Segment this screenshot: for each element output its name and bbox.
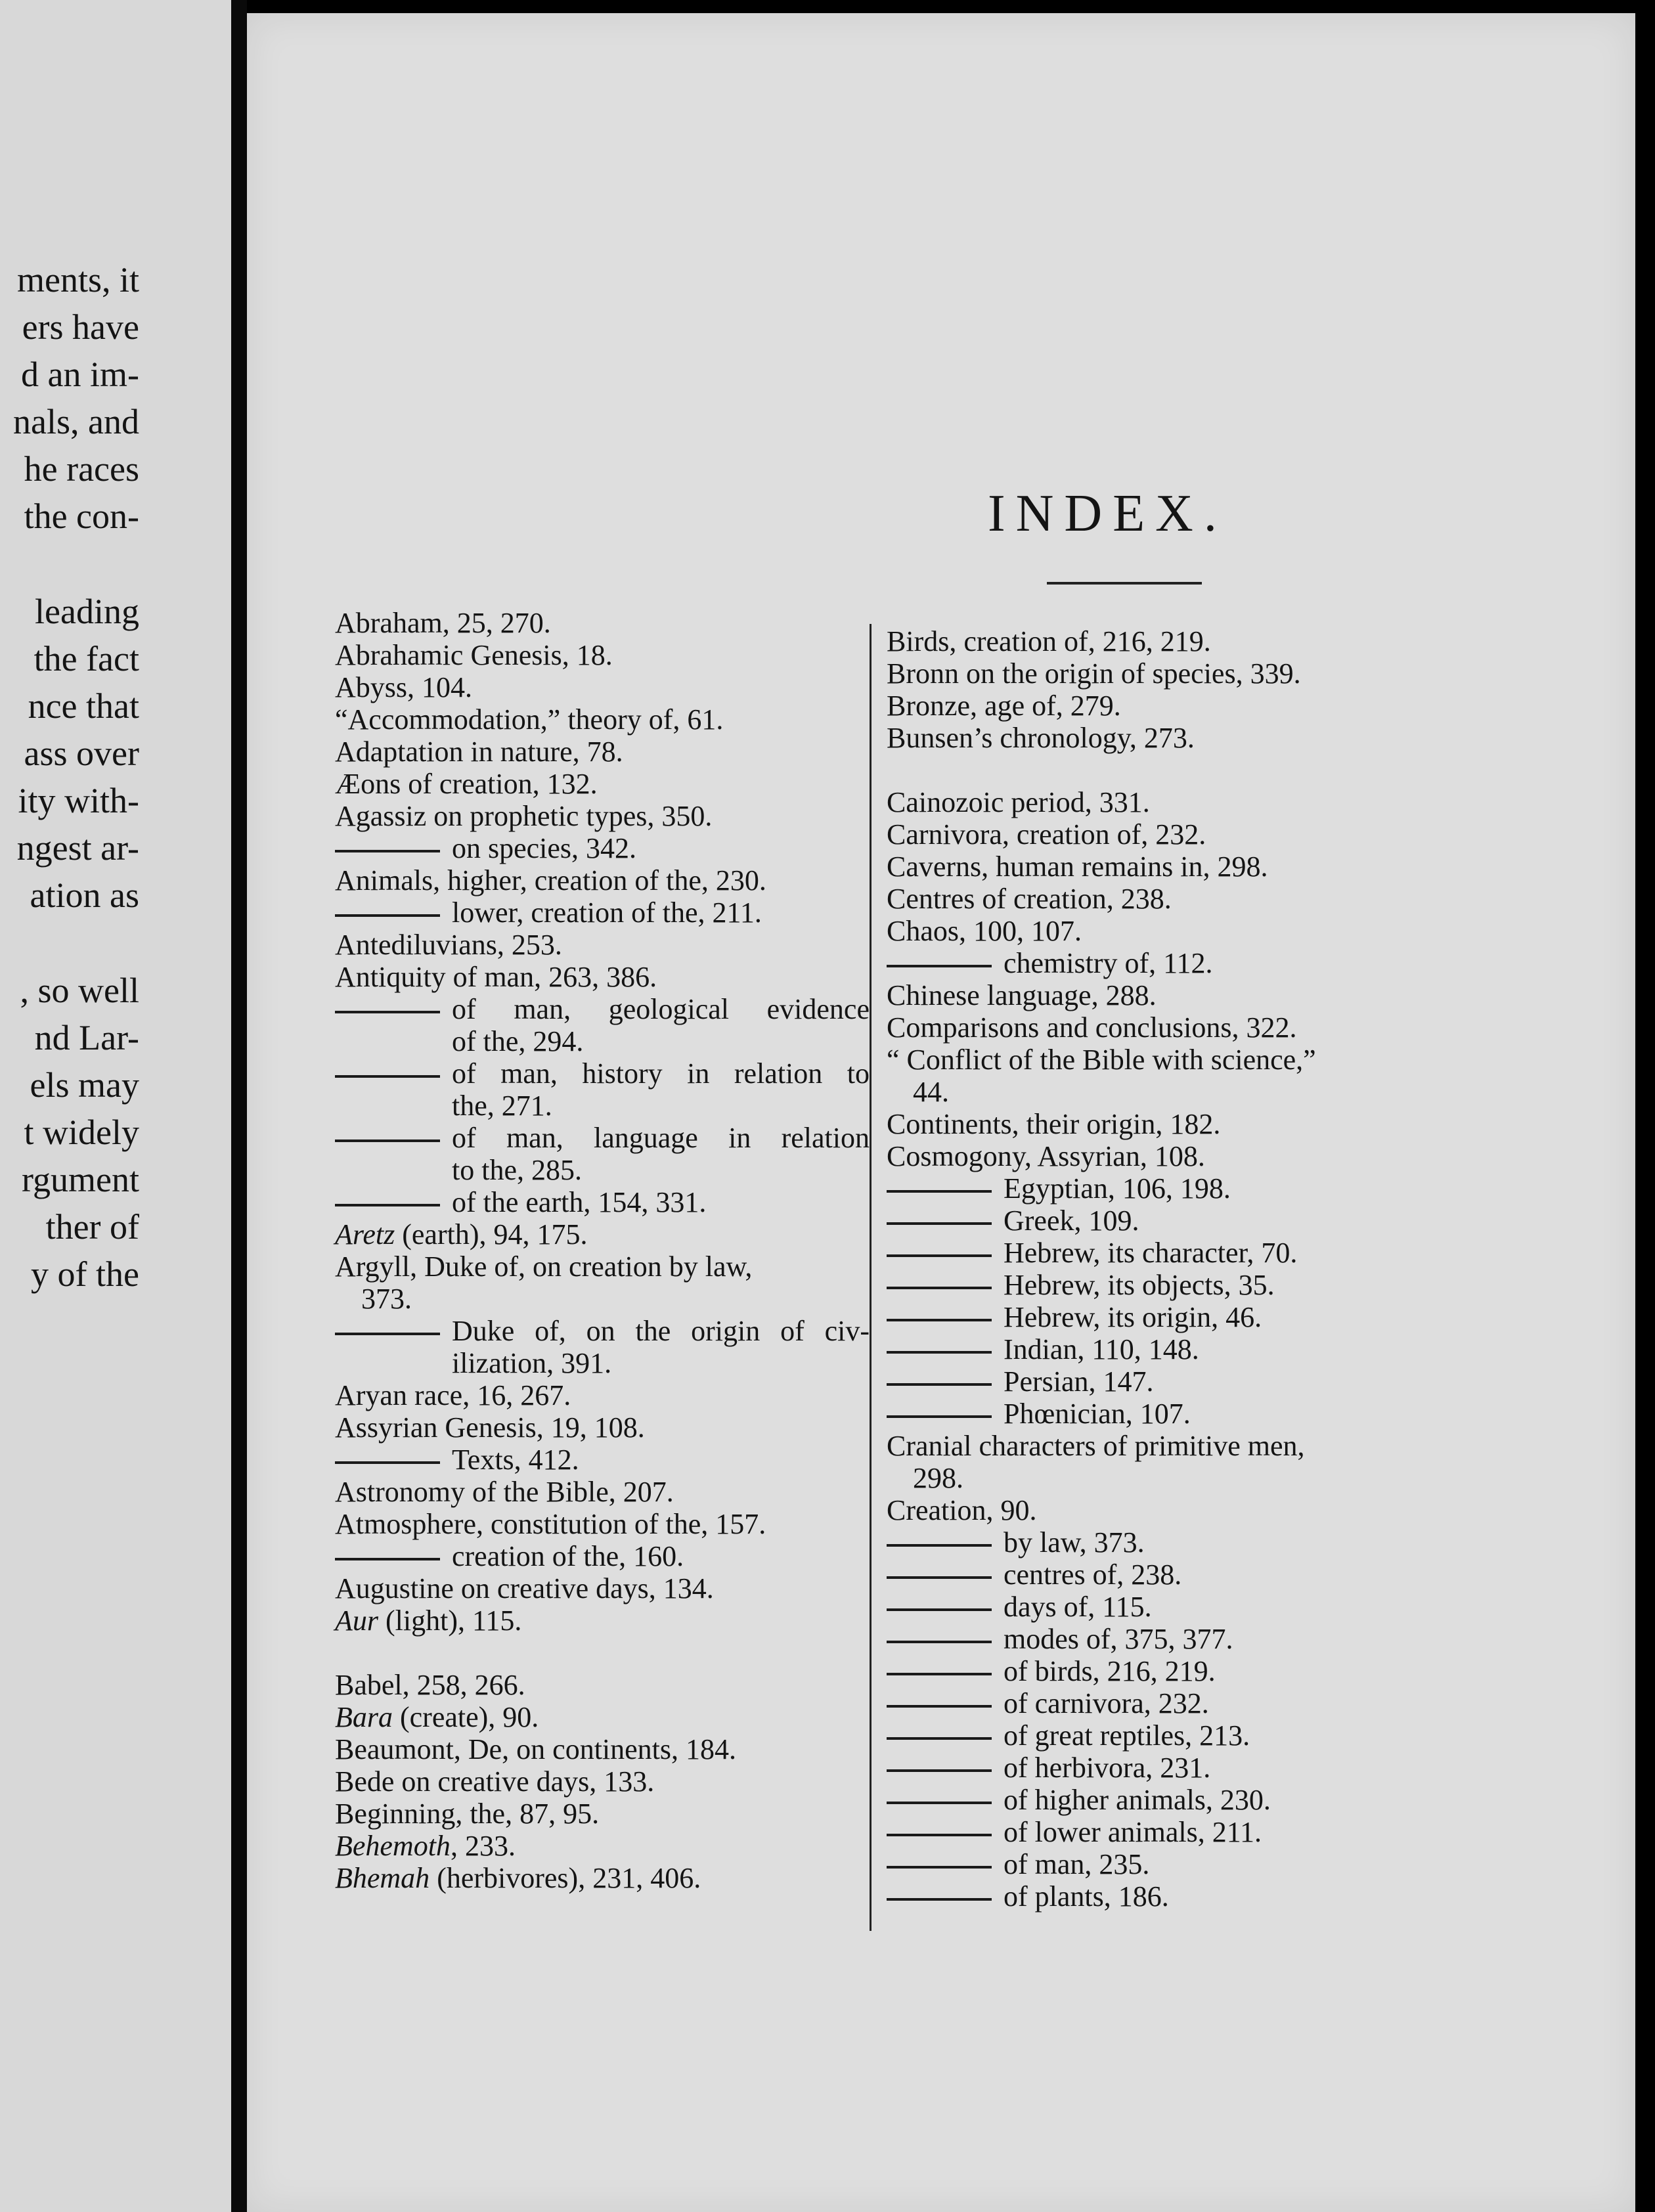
facing-page-line: the con- (24, 497, 139, 536)
entry-text: of lower animals, 211. (1004, 1816, 1262, 1848)
entry-text: Abrahamic Genesis, 18. (335, 639, 613, 671)
entry-text: Comparisons and conclusions, 322. (887, 1011, 1297, 1044)
ditto-dash (335, 850, 440, 852)
index-entry (887, 1430, 1412, 1462)
entry-term-italic: Behemoth (335, 1830, 451, 1862)
index-subentry (887, 1655, 1412, 1687)
entry-text: Cranial characters of primitive men, (887, 1430, 1305, 1462)
page-title: INDEX. (988, 485, 1227, 542)
entry-text: of birds, 216, 219. (1004, 1655, 1216, 1687)
entry-text: lower, creation of the, 211. (452, 896, 762, 929)
entry-text: “ Conflict of the Bible with science,” (887, 1044, 1316, 1076)
entry-text: Hebrew, its objects, 35. (1004, 1269, 1275, 1301)
index-entry (887, 1140, 1412, 1172)
index-entry (335, 1218, 860, 1250)
ditto-dash (887, 1319, 992, 1321)
index-subentry (335, 1444, 860, 1476)
entry-text: (light), 115. (378, 1604, 522, 1637)
entry-text: Bronn on the origin of species, 339. (887, 657, 1301, 690)
index-subentry (887, 1848, 1412, 1880)
entry-text: of man, history in relation to (452, 1057, 870, 1090)
index-subentry (887, 1816, 1412, 1848)
ditto-dash (335, 1461, 440, 1464)
ditto-dash (887, 1254, 992, 1257)
index-subentry (887, 1784, 1412, 1816)
index-subentry (887, 1237, 1412, 1269)
index-subentry (887, 1333, 1412, 1365)
ditto-dash (887, 1673, 992, 1675)
index-column-right (887, 625, 1412, 1913)
ditto-dash (887, 965, 992, 967)
ditto-dash (335, 1558, 440, 1560)
letter-section-gap (335, 1637, 860, 1669)
entry-continuation: of the, 294. (452, 1025, 584, 1057)
entry-text: of man, 235. (1004, 1848, 1150, 1880)
entry-continuation: 373. (361, 1283, 412, 1315)
ditto-dash (887, 1222, 992, 1225)
entry-text: (earth), 94, 175. (395, 1218, 588, 1250)
entry-text: Abraham, 25, 270. (335, 607, 551, 639)
entry-text: Beginning, the, 87, 95. (335, 1798, 600, 1830)
entry-text: Chaos, 100, 107. (887, 915, 1082, 947)
entry-text: Aryan race, 16, 267. (335, 1379, 571, 1411)
index-entry (887, 625, 1412, 657)
index-entry (335, 1508, 860, 1540)
entry-text: Bronze, age of, 279. (887, 690, 1121, 722)
index-entry (335, 671, 860, 703)
facing-page-line: d an im- (21, 355, 139, 394)
entry-text: Creation, 90. (887, 1494, 1037, 1526)
entry-text: “Accommodation,” theory of, 61. (335, 703, 724, 736)
index-entry (335, 1476, 860, 1508)
index-entry (335, 1411, 860, 1444)
index-entry (887, 1108, 1412, 1140)
ditto-dash (887, 1737, 992, 1740)
index-subentry (335, 1315, 870, 1347)
entry-text: Argyll, Duke of, on creation by law, (335, 1250, 753, 1283)
entry-term-italic: Aretz (335, 1218, 395, 1250)
index-subentry (335, 896, 860, 929)
index-subentry (335, 1122, 870, 1154)
facing-page-line: els may (30, 1065, 139, 1105)
entry-text: Augustine on creative days, 134. (335, 1572, 714, 1604)
facing-page-line: ass over (24, 734, 139, 773)
facing-page-line: nd Lar- (34, 1018, 139, 1057)
facing-page-line: ers have (22, 307, 139, 347)
entry-text: Greek, 109. (1004, 1205, 1139, 1237)
entry-text: , 233. (450, 1830, 516, 1862)
index-subentry (887, 1591, 1412, 1623)
entry-text: Adaptation in nature, 78. (335, 736, 623, 768)
letter-section-gap (887, 754, 1412, 786)
entry-text: Birds, creation of, 216, 219. (887, 625, 1211, 657)
entry-text: Beaumont, De, on continents, 184. (335, 1733, 737, 1765)
index-entry (887, 1494, 1412, 1526)
ditto-dash (887, 1802, 992, 1804)
index-entry (335, 929, 860, 961)
entry-text: Animals, higher, creation of the, 230. (335, 864, 766, 896)
index-entry (887, 690, 1412, 722)
entry-text: of herbivora, 231. (1004, 1752, 1211, 1784)
index-subentry (887, 1205, 1412, 1237)
entry-continuation: to the, 285. (452, 1154, 582, 1186)
facing-page-line: ngest ar- (16, 828, 139, 868)
entry-term-italic: Aur (335, 1604, 378, 1637)
entry-text: Bede on creative days, 133. (335, 1765, 655, 1798)
entry-text: Bunsen’s chronology, 273. (887, 722, 1195, 754)
facing-page-line: y of the (31, 1254, 139, 1294)
index-entry (335, 1798, 860, 1830)
ditto-dash (887, 1287, 992, 1289)
index-entry (887, 722, 1412, 754)
entry-text: Hebrew, its origin, 46. (1004, 1301, 1262, 1333)
ditto-dash (887, 1190, 992, 1193)
index-entry (335, 864, 860, 896)
index-entry (887, 657, 1412, 690)
index-entry (335, 1765, 860, 1798)
index-entry (335, 1733, 860, 1765)
index-entry (335, 961, 860, 993)
entry-text: of man, language in relation (452, 1122, 870, 1154)
entry-text: Æons of creation, 132. (335, 768, 598, 800)
index-subentry (887, 1526, 1412, 1559)
entry-text: Texts, 412. (452, 1444, 579, 1476)
entry-text: Cainozoic period, 331. (887, 786, 1150, 818)
facing-page-line: rgument (22, 1160, 139, 1199)
index-subentry (887, 1623, 1412, 1655)
entry-text: of higher animals, 230. (1004, 1784, 1271, 1816)
facing-page-line: ity with- (18, 781, 139, 820)
index-subentry (887, 1269, 1412, 1301)
entry-text: Hebrew, its character, 70. (1004, 1237, 1298, 1269)
ditto-dash (887, 1866, 992, 1869)
entry-text: Egyptian, 106, 198. (1004, 1172, 1231, 1205)
entry-continuation: 44. (913, 1076, 949, 1108)
facing-page-line: nce that (28, 686, 139, 726)
index-subentry (887, 1719, 1412, 1752)
ditto-dash (887, 1544, 992, 1547)
index-subentry (887, 1172, 1412, 1205)
entry-text: Babel, 258, 266. (335, 1669, 525, 1701)
entry-continuation: the, 271. (452, 1090, 552, 1122)
ditto-dash (887, 1705, 992, 1708)
entry-text: Antiquity of man, 263, 386. (335, 961, 657, 993)
entry-text: of plants, 186. (1004, 1880, 1169, 1913)
ditto-dash (335, 1075, 440, 1078)
entry-text: Assyrian Genesis, 19, 108. (335, 1411, 645, 1444)
entry-text: of man, geological evidence (452, 993, 870, 1025)
facing-page-line: ation as (30, 875, 139, 915)
entry-text: Caverns, human remains in, 298. (887, 851, 1268, 883)
index-entry (887, 786, 1412, 818)
ditto-dash (887, 1608, 992, 1611)
ditto-dash (335, 1333, 440, 1335)
facing-page-line: t widely (24, 1113, 139, 1152)
index-subentry (335, 1186, 860, 1218)
index-entry (887, 915, 1412, 947)
index-entry (335, 1830, 860, 1862)
entry-text: Antediluvians, 253. (335, 929, 562, 961)
entry-text: Persian, 147. (1004, 1365, 1154, 1398)
index-subentry (335, 832, 860, 864)
entry-continuation: ilization, 391. (452, 1347, 612, 1379)
entry-text: Carnivora, creation of, 232. (887, 818, 1206, 851)
index-entry (887, 883, 1412, 915)
entry-text: days of, 115. (1004, 1591, 1152, 1623)
ditto-dash (887, 1641, 992, 1643)
ditto-dash (887, 1351, 992, 1354)
index-subentry (887, 1559, 1412, 1591)
index-subentry (887, 1365, 1412, 1398)
index-subentry (887, 1301, 1412, 1333)
ditto-dash (887, 1769, 992, 1772)
entry-text: Atmosphere, constitution of the, 157. (335, 1508, 766, 1540)
entry-text: Phœnician, 107. (1004, 1398, 1191, 1430)
entry-term-italic: Bhemah (335, 1862, 430, 1894)
index-entry (887, 818, 1412, 851)
entry-text: of carnivora, 232. (1004, 1687, 1209, 1719)
entry-text: Centres of creation, 238. (887, 883, 1172, 915)
entry-text: of the earth, 154, 331. (452, 1186, 707, 1218)
index-subentry (335, 1057, 870, 1090)
index-subentry (887, 1752, 1412, 1784)
ditto-dash (887, 1576, 992, 1579)
index-entry (335, 1572, 860, 1604)
index-entry (887, 979, 1412, 1011)
ditto-dash (335, 1139, 440, 1142)
index-entry (335, 1379, 860, 1411)
entry-text: Chinese language, 288. (887, 979, 1157, 1011)
index-entry (335, 1669, 860, 1701)
entry-text: on species, 342. (452, 832, 637, 864)
index-entry (335, 1250, 860, 1283)
index-entry (335, 1701, 860, 1733)
index-entry (887, 851, 1412, 883)
ditto-dash (887, 1898, 992, 1901)
ditto-dash (887, 1834, 992, 1836)
ditto-dash (335, 1011, 440, 1013)
entry-text: by law, 373. (1004, 1526, 1145, 1559)
index-subentry (335, 993, 870, 1025)
entry-text: Astronomy of the Bible, 207. (335, 1476, 674, 1508)
entry-text: chemistry of, 112. (1004, 947, 1213, 979)
index-subentry (887, 1687, 1412, 1719)
facing-page (0, 0, 231, 2212)
paragraph-gap (0, 540, 139, 588)
entry-text: Cosmogony, Assyrian, 108. (887, 1140, 1205, 1172)
index-entry (887, 1011, 1412, 1044)
index-subentry (887, 1880, 1412, 1913)
entry-text: Agassiz on prophetic types, 350. (335, 800, 713, 832)
index-subentry (887, 947, 1412, 979)
entry-continuation: 298. (913, 1462, 963, 1494)
index-entry (335, 703, 860, 736)
facing-page-line: he races (24, 449, 139, 489)
ditto-dash (335, 1204, 440, 1206)
index-column-left (335, 607, 870, 1894)
index-entry (335, 800, 860, 832)
entry-text: Duke of, on the origin of civ- (452, 1315, 870, 1347)
entry-text: (herbivores), 231, 406. (430, 1862, 701, 1894)
entry-text: Continents, their origin, 182. (887, 1108, 1221, 1140)
index-entry (335, 768, 860, 800)
index-entry (887, 1044, 1412, 1076)
facing-page-text (0, 256, 139, 1298)
index-entry (335, 1604, 860, 1637)
index-subentry (335, 1540, 860, 1572)
entry-text: (create), 90. (393, 1701, 539, 1733)
index-entry (335, 1862, 860, 1894)
entry-term-italic: Bara (335, 1701, 393, 1733)
column-divider (870, 624, 872, 1931)
entry-text: Abyss, 104. (335, 671, 473, 703)
entry-text: Indian, 110, 148. (1004, 1333, 1199, 1365)
ditto-dash (887, 1383, 992, 1386)
facing-page-line: nals, and (13, 402, 139, 441)
entry-text: centres of, 238. (1004, 1559, 1182, 1591)
book-gutter (231, 0, 247, 2212)
facing-page-line: leading (35, 592, 139, 631)
index-entry (335, 607, 860, 639)
facing-page-line: the fact (33, 639, 139, 678)
facing-page-line: ther of (45, 1207, 139, 1247)
index-entry (335, 639, 860, 671)
index-subentry (887, 1398, 1412, 1430)
index-entry (335, 736, 860, 768)
entry-text: creation of the, 160. (452, 1540, 684, 1572)
ditto-dash (335, 914, 440, 917)
title-rule (1047, 582, 1202, 585)
facing-page-line: ments, it (17, 260, 139, 299)
ditto-dash (887, 1415, 992, 1418)
paragraph-gap (0, 919, 139, 967)
entry-text: of great reptiles, 213. (1004, 1719, 1250, 1752)
facing-page-line: , so well (20, 971, 139, 1010)
entry-text: modes of, 375, 377. (1004, 1623, 1233, 1655)
